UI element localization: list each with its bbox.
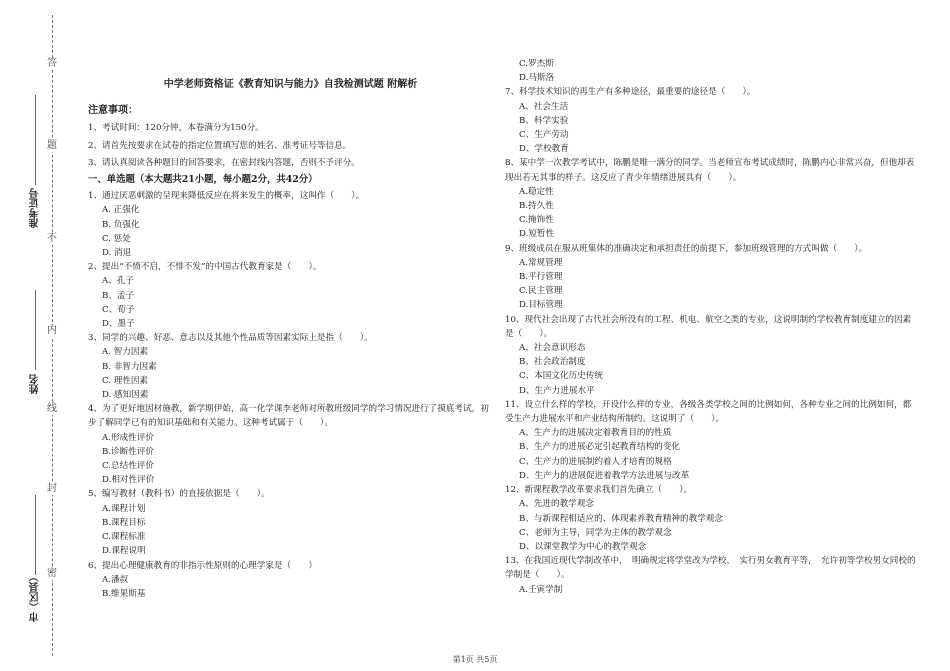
option: D、以课堂教学为中心的教学观念 xyxy=(519,541,647,552)
notice-item: 2、请首先按要求在试卷的指定位置填写您的姓名、准考证号等信息。 xyxy=(88,140,352,151)
option: B、与新课程相适应的、体现素养教育精神的教学观念 xyxy=(519,513,723,524)
seal-char-5: 线 xyxy=(47,403,57,414)
question-7 xyxy=(505,85,917,156)
option: D.课程说明 xyxy=(102,546,146,557)
notice-item: 1、考试时间：120分钟，本卷满分为150分。 xyxy=(88,123,264,134)
option: D. 消退 xyxy=(102,248,132,259)
seal-char-7: 密 xyxy=(47,568,57,579)
option: D.目标管理 xyxy=(519,300,563,311)
option: D. 感知因素 xyxy=(102,390,149,401)
question-text: 11、设立什么样的学校，开设什么样的专业，各级各类学校之间的比例如何，各种专业之间的比例如何，都受生产力进展水平和产业结构所制约。这说明了（ ）。 xyxy=(505,399,912,425)
left-column xyxy=(88,0,493,601)
option: C.民主管理 xyxy=(519,286,563,297)
question-13 xyxy=(505,554,917,597)
option: B.课程目标 xyxy=(102,517,146,528)
question-2 xyxy=(88,260,493,331)
option: A、社会生活 xyxy=(519,101,569,112)
question-4 xyxy=(88,402,493,487)
option: B、社会政治制度 xyxy=(519,357,586,368)
right-column xyxy=(505,57,917,597)
option: A.课程计划 xyxy=(102,503,146,514)
question-6 xyxy=(88,559,493,602)
question-8 xyxy=(505,156,917,241)
option: D、学校教育 xyxy=(519,144,569,155)
option: B.维果斯基 xyxy=(102,588,146,599)
field-district: 市（区县） xyxy=(30,572,41,622)
question-text: 5、编写教材（教科书）的直接依据是（ ）。 xyxy=(88,489,270,500)
notice-item: 3、请认真阅读各种题目的回答要求，在密封线内答题，否则不予评分。 xyxy=(88,157,360,168)
option: C、荀子 xyxy=(102,304,135,315)
option: C.罗杰斯 xyxy=(519,59,554,69)
seal-char-4: 内 xyxy=(47,325,57,336)
option: A.稳定性 xyxy=(519,186,554,197)
question-text: 12、新课程教学改革要求我们首先确立（ ）。 xyxy=(505,485,693,496)
question-text: 13、在我国近现代学制改革中， 明确规定将学堂改为学校， 实行男女教育平等， 允许初等学校男女同校的学制是（ ）。 xyxy=(505,556,916,581)
option: C.课程标准 xyxy=(102,532,146,543)
option: D.短暂性 xyxy=(519,229,555,240)
field-line-name xyxy=(35,290,36,370)
option: C.总结性评价 xyxy=(102,461,154,472)
option: B、生产力的进展必定引起教育结构的变化 xyxy=(519,442,681,453)
option: C、本国文化历史传统 xyxy=(519,371,603,382)
seal-char-1: 答 xyxy=(47,58,57,69)
question-text: 9、班级成员在服从班集体的准确决定和承担责任的前提下，参加班级管理的方式叫做（ ）。 xyxy=(505,243,868,254)
question-10 xyxy=(505,313,917,398)
question-text: 1、通过厌恶刺激的呈现来降低反应在将来发生的概率，这叫作（ ）。 xyxy=(88,191,365,202)
option: A.形成性评价 xyxy=(102,432,154,443)
seal-char-6: 封 xyxy=(47,483,57,494)
notice-heading: 注意事项： xyxy=(88,105,138,117)
seal-char-3: 不 xyxy=(47,233,57,244)
option: B. 负强化 xyxy=(102,219,140,230)
field-line-exam-number xyxy=(35,95,36,185)
option: D、生产力进展水平 xyxy=(519,385,595,396)
option: A. 正强化 xyxy=(102,205,140,216)
option: D.马斯洛 xyxy=(519,73,555,84)
option: C.掩饰性 xyxy=(519,215,554,226)
option: A.壬寅学制 xyxy=(519,584,563,595)
option: C、生产劳动 xyxy=(519,130,569,141)
question-text: 7、科学技术知识的再生产有多种途径，最重要的途径是（ ）。 xyxy=(505,87,756,98)
question-text: 8、某中学一次教学考试中，陈鹏是唯一满分的同学。当老师宣布考试成绩时，陈鹏内心非常兴奋，但他却表现出若无其事的样子。这反应了青少年情绪进展具有（ ）。 xyxy=(505,158,915,183)
option: A.常规管理 xyxy=(519,257,563,268)
question-11 xyxy=(505,398,917,483)
question-5 xyxy=(88,487,493,558)
option: D、墨子 xyxy=(102,319,135,330)
option: B.平行管理 xyxy=(519,272,563,283)
question-text: 6、提出心理健康教育的非指示性原则的心理学家是（ ） xyxy=(88,560,317,571)
option: B. 非智力因素 xyxy=(102,361,157,372)
question-text: 3、同学的兴趣、好恶、意志以及其他个性品质等因素实际上是指（ ）。 xyxy=(88,333,373,344)
question-text: 4、为了更好地因材施教，新学期伊始，高一化学课李老师对所教班级同学的学习情况进行了摸底考试，初步了解同学已有的知识基础和有关能力。这种考试属于（ ）。 xyxy=(88,404,489,429)
option: A、孔子 xyxy=(102,276,134,287)
question-1 xyxy=(88,189,493,260)
option: C、生产力的进展制约着人才培育的规格 xyxy=(519,456,672,467)
option: A、社会意识形态 xyxy=(519,343,586,354)
question-12 xyxy=(505,483,917,554)
option: C. 理性因素 xyxy=(102,375,149,386)
option: A. 智力因素 xyxy=(102,347,149,358)
question-9 xyxy=(505,242,917,313)
option: C. 惩处 xyxy=(102,233,131,244)
option: A、先进的教学观念 xyxy=(519,499,594,510)
option: A、生产力的进展决定着教育目的的性质 xyxy=(519,428,672,439)
option: B、孟子 xyxy=(102,290,135,301)
seal-char-2: 题 xyxy=(47,140,57,151)
question-3 xyxy=(88,331,493,402)
option: D.相对性评价 xyxy=(102,475,155,486)
field-exam-number: 准考证号 xyxy=(30,188,41,228)
field-line-district xyxy=(35,495,36,575)
option: B、科学实验 xyxy=(519,115,569,126)
section-heading: 一、单选题（本大题共21小题，每小题2分，共42分） xyxy=(88,174,318,186)
option: C、老师为主导，同学为主体的教学观念 xyxy=(519,527,672,538)
question-text: 2、提出“不愤不启，不悱不发”的中国古代教育家是（ ）。 xyxy=(88,262,322,273)
page-footer: 第1页 共5页 xyxy=(452,655,498,664)
field-name: 姓名 xyxy=(30,374,41,394)
binding-margin xyxy=(0,0,75,671)
option: A.潘叔 xyxy=(102,574,129,585)
option: B.诊断性评价 xyxy=(102,446,155,457)
option: B.持久性 xyxy=(519,201,554,212)
page-title: 中学老师资格证《教育知识与能力》自我检测试题 附解析 xyxy=(163,79,418,90)
option: D、生产力的进展促进着教学方法进展与改革 xyxy=(519,470,690,481)
question-text: 10、现代社会出现了古代社会所没有的工程、机电、航空之类的专业，这说明制约学校教育制度建立的因素是（ ）。 xyxy=(505,314,912,339)
